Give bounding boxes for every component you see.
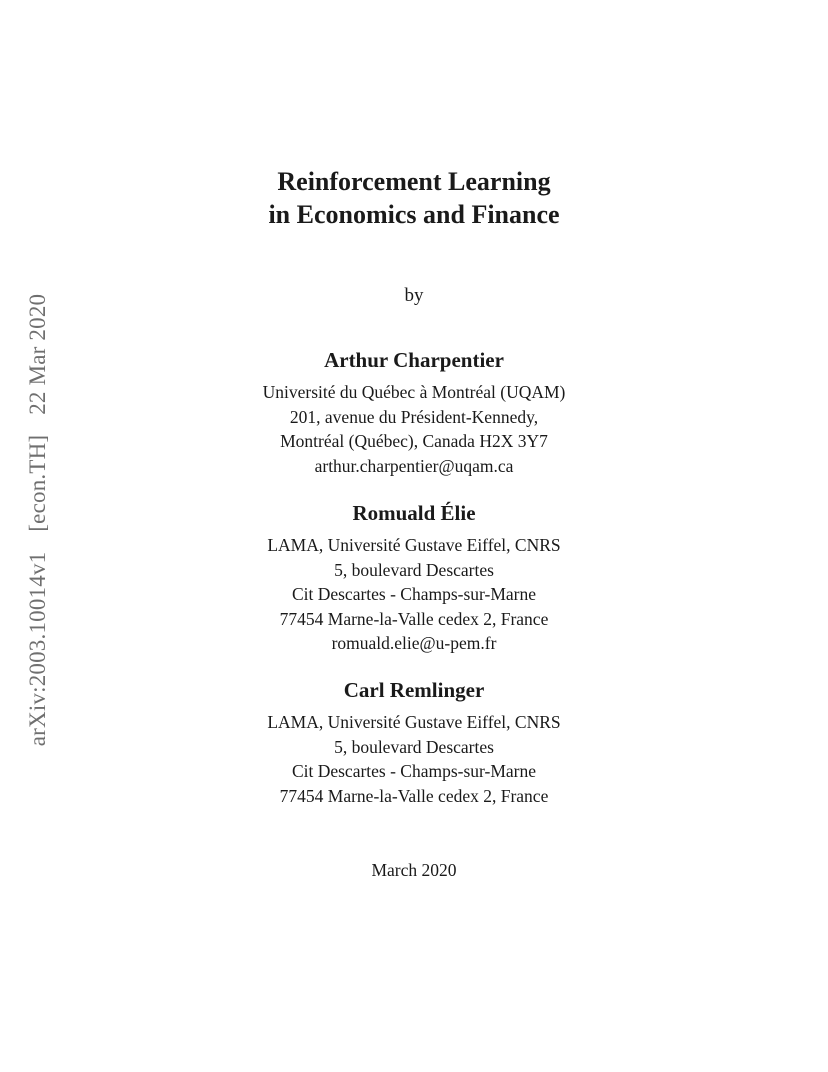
- arxiv-category: [econ.TH]: [25, 434, 50, 532]
- publication-date: March 2020: [371, 860, 457, 880]
- affiliation-line: Université du Québec à Montréal (UQAM): [262, 382, 566, 402]
- arxiv-date: 22 Mar 2020: [25, 293, 50, 415]
- author-email: arthur.charpentier@uqam.ca: [314, 455, 514, 476]
- affiliation-line: LAMA, Université Gustave Eiffel, CNRS: [267, 712, 561, 732]
- affiliation-line: 77454 Marne-la-Valle cedex 2, France: [279, 608, 549, 629]
- affiliation-line: 201, avenue du Président-Kennedy,: [289, 406, 539, 427]
- affiliation-line: 77454 Marne-la-Valle cedex 2, France: [279, 785, 549, 806]
- author-block-3: [0, 677, 828, 808]
- author-name: Arthur Charpentier: [324, 348, 504, 372]
- author-email: romuald.elie@u-pem.fr: [331, 633, 497, 653]
- affiliation-line: Cit Descartes - Champs-sur-Marne: [291, 761, 537, 781]
- title-line-1: Reinforcement Learning: [277, 167, 551, 196]
- title-line-2: in Economics and Finance: [268, 200, 560, 229]
- affiliation-line: LAMA, Université Gustave Eiffel, CNRS: [267, 535, 561, 555]
- affiliation-line: Montréal (Québec), Canada H2X 3Y7: [280, 431, 548, 451]
- affiliation-line: 5, boulevard Descartes: [334, 559, 494, 580]
- author-name: Carl Remlinger: [343, 678, 485, 702]
- affiliation-line: Cit Descartes - Champs-sur-Marne: [291, 584, 537, 604]
- author-name: Romuald Élie: [352, 501, 476, 525]
- arxiv-id: arXiv:2003.10014v1: [25, 551, 50, 747]
- author-block-1: [0, 347, 828, 478]
- paper-title: [0, 165, 828, 231]
- by-label: by: [404, 285, 424, 306]
- affiliation-line: 5, boulevard Descartes: [334, 736, 494, 757]
- author-block-2: [0, 500, 828, 656]
